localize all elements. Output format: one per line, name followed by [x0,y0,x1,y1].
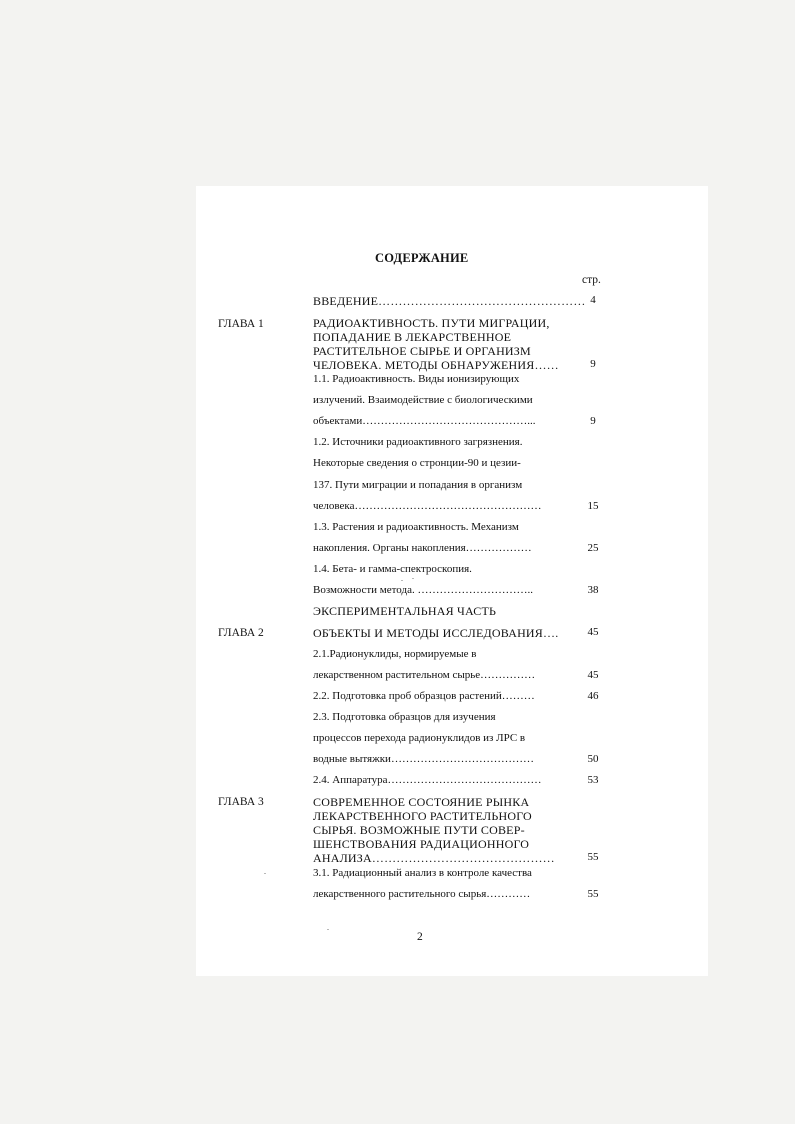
toc-title: СОДЕРЖАНИЕ [375,251,469,265]
scan-speck [412,578,414,579]
chapter-1-heading-page: 9 [590,358,596,370]
page-column-label: стр. [582,274,601,286]
chapter-2-label: ГЛАВА 2 [218,627,264,639]
section-1-4-line: 1.4. Бета- и гамма-спектроскопия. [313,563,472,575]
section-1-4-line: Возможности метода. ………………………….. [313,584,533,596]
section-3-1-line: лекарственного растительного сырья………… [313,888,531,900]
section-3-1-line: 3.1. Радиационный анализ в контроле качества [313,867,532,879]
scan-speck [264,873,266,874]
section-2-3-line: водные вытяжки………………………………… [313,753,534,765]
scan-speck [327,929,329,930]
section-1-4-page: 38 [587,584,599,596]
section-2-1-page: 45 [587,669,599,681]
chapter-3-label: ГЛАВА 3 [218,796,264,808]
chapter-3-heading-line: ЛЕКАРСТВЕННОГО РАСТИТЕЛЬНОГО [313,809,532,823]
scan-speck [401,580,403,581]
section-2-4-line: 2.4. Аппаратура…………………………………… [313,774,542,786]
toc-intro: ВВЕДЕНИЕ…………………………………………… [313,294,586,308]
chapter-1-heading-line: РАСТИТЕЛЬНОЕ СЫРЬЕ И ОРГАНИЗМ [313,344,531,358]
section-1-1-line: объектами………………………………………... [313,415,536,427]
section-1-3-page: 25 [587,542,599,554]
section-1-2-line: 1.2. Источники радиоактивного загрязнения. [313,436,523,448]
chapter-3-heading-page: 55 [587,851,599,863]
section-2-2-page: 46 [587,690,599,702]
section-2-1-line: 2.1.Радионуклиды, нормируемые в [313,648,477,660]
section-2-4-page: 53 [587,774,599,786]
chapter-3-heading-line: ШЕНСТВОВАНИЯ РАДИАЦИОННОГО [313,837,530,851]
section-2-3-line: 2.3. Подготовка образцов для изучения [313,711,496,723]
page-number: 2 [417,931,423,943]
section-1-1-line: излучений. Взаимодействие с биологическими [313,394,533,406]
section-2-1-line: лекарственном растительном сырье…………… [313,669,536,681]
section-1-2-line: человека…………………………………………… [313,500,542,512]
chapter-1-heading-line: ЧЕЛОВЕКА. МЕТОДЫ ОБНАРУЖЕНИЯ…… [313,358,559,372]
chapter-2-heading-page: 45 [587,626,599,638]
section-1-2-line: 137. Пути миграции и попадания в организм [313,479,523,491]
section-2-3-line: процессов перехода радионуклидов из ЛРС в [313,732,526,744]
section-1-1-page: 9 [590,415,596,427]
chapter-3-heading-line: СЫРЬЯ. ВОЗМОЖНЫЕ ПУТИ СОВЕР- [313,823,525,837]
section-1-2-page: 15 [587,500,599,512]
section-2-3-page: 50 [587,753,599,765]
section-1-3-line: 1.3. Растения и радиоактивность. Механизм [313,521,519,533]
section-2-2-line: 2.2. Подготовка проб образцов растений……… [313,690,535,702]
chapter-1-heading-line: РАДИОАКТИВНОСТЬ. ПУТИ МИГРАЦИИ, [313,316,550,330]
chapter-1-label: ГЛАВА 1 [218,318,264,330]
chapter-2-heading-line: ОБЪЕКТЫ И МЕТОДЫ ИССЛЕДОВАНИЯ…. [313,626,559,640]
chapter-2-pre-heading: ЭКСПЕРИМЕНТАЛЬНАЯ ЧАСТЬ [313,604,497,618]
section-1-1-line: 1.1. Радиоактивность. Виды ионизирующих [313,373,520,385]
chapter-3-heading-line: АНАЛИЗА……………………………………… [313,851,555,865]
toc-intro-page: 4 [590,294,596,306]
section-1-3-line: накопления. Органы накопления……………… [313,542,532,554]
section-1-2-line: Некоторые сведения о стронции-90 и цезии- [313,457,521,469]
chapter-3-heading-line: СОВРЕМЕННОЕ СОСТОЯНИЕ РЫНКА [313,795,530,809]
chapter-1-heading-line: ПОПАДАНИЕ В ЛЕКАРСТВЕННОЕ [313,330,512,344]
section-3-1-page: 55 [587,888,599,900]
